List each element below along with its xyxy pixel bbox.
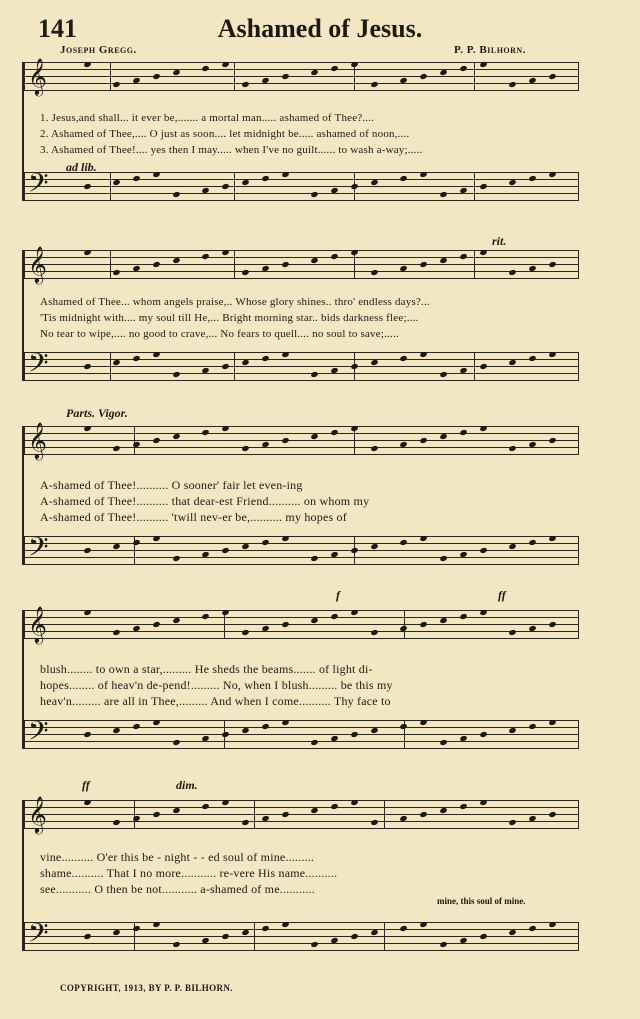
staff	[24, 716, 578, 752]
note-head-icon	[152, 351, 160, 358]
note-head-icon	[310, 739, 318, 746]
note-head-icon	[350, 183, 358, 190]
lyric-line: 'Tis midnight with.... my soul till He,... Bright morning star.. bids darkness flee;....	[40, 312, 419, 324]
note-head-icon	[459, 253, 467, 260]
note-head-icon	[281, 719, 289, 726]
note-head-icon	[548, 811, 556, 818]
note-head-icon	[172, 941, 180, 948]
note-head-icon	[459, 65, 467, 72]
note-head-icon	[310, 257, 318, 264]
note-head-icon	[172, 371, 180, 378]
note-head-icon	[310, 941, 318, 948]
note-head-icon	[201, 253, 209, 260]
note-head-icon	[221, 249, 229, 256]
note-head-icon	[350, 425, 358, 432]
lyric-line: hopes........ of heav'n de-pend!......... No, when I blush......... be this my	[40, 678, 393, 692]
note-head-icon	[508, 445, 516, 452]
note-head-icon	[350, 933, 358, 940]
note-head-icon	[83, 609, 91, 616]
note-head-icon	[310, 617, 318, 624]
note-head-icon	[152, 171, 160, 178]
note-head-icon	[241, 819, 249, 826]
note-head-icon	[479, 425, 487, 432]
note-head-icon	[241, 359, 249, 366]
note-head-icon	[548, 719, 556, 726]
note-head-icon	[370, 629, 378, 636]
lyric-line: vine.......... O'er this be - night - - ed soul of mine.........	[40, 850, 315, 864]
note-head-icon	[83, 363, 91, 370]
note-head-icon	[152, 621, 160, 628]
note-head-icon	[83, 799, 91, 806]
note-head-icon	[221, 799, 229, 806]
note-head-icon	[310, 807, 318, 814]
note-head-icon	[152, 261, 160, 268]
note-head-icon	[479, 731, 487, 738]
note-head-icon	[548, 621, 556, 628]
note-head-icon	[281, 171, 289, 178]
note-head-icon	[419, 437, 427, 444]
note-head-icon	[172, 555, 180, 562]
note-head-icon	[370, 179, 378, 186]
note-head-icon	[221, 425, 229, 432]
note-head-icon	[132, 175, 140, 182]
note-head-icon	[479, 609, 487, 616]
note-head-icon	[548, 351, 556, 358]
note-head-icon	[241, 179, 249, 186]
note-head-icon	[83, 547, 91, 554]
note-head-icon	[439, 941, 447, 948]
note-head-icon	[172, 739, 180, 746]
hymn-number: 141	[38, 14, 77, 43]
note-head-icon	[419, 921, 427, 928]
note-head-icon	[281, 261, 289, 268]
note-head-icon	[172, 191, 180, 198]
note-head-icon	[370, 269, 378, 276]
note-head-icon	[221, 731, 229, 738]
note-head-icon	[508, 629, 516, 636]
note-head-icon	[201, 613, 209, 620]
note-head-icon	[479, 183, 487, 190]
note-head-icon	[281, 73, 289, 80]
note-head-icon	[350, 249, 358, 256]
note-head-icon	[419, 621, 427, 628]
note-head-icon	[419, 719, 427, 726]
treble-clef-icon: 𝄞	[28, 58, 47, 94]
note-head-icon	[508, 359, 516, 366]
note-head-icon	[221, 61, 229, 68]
lyric-line: shame.......... That I no more........... re-vere His name..........	[40, 866, 338, 880]
bass-clef-icon: 𝄢	[28, 532, 49, 568]
staff	[24, 348, 578, 384]
note-head-icon	[261, 355, 269, 362]
note-head-icon	[459, 429, 467, 436]
note-head-icon	[281, 437, 289, 444]
note-head-icon	[479, 61, 487, 68]
note-head-icon	[152, 73, 160, 80]
note-head-icon	[439, 257, 447, 264]
staff	[24, 606, 578, 642]
fortissimo-marking-2: ff	[82, 778, 90, 792]
lyric-line: 2. Ashamed of Thee,.... O just as soon.... let midnight be..... ashamed of noon,....	[40, 128, 410, 140]
note-head-icon	[112, 819, 120, 826]
note-head-icon	[172, 257, 180, 264]
note-head-icon	[112, 81, 120, 88]
note-head-icon	[439, 807, 447, 814]
note-head-icon	[132, 723, 140, 730]
note-head-icon	[399, 355, 407, 362]
note-head-icon	[310, 555, 318, 562]
note-head-icon	[370, 929, 378, 936]
note-head-icon	[350, 547, 358, 554]
note-head-icon	[439, 739, 447, 746]
lyric-line: A-shamed of Thee!.......... 'twill nev-er be,.......... my hopes of	[40, 510, 347, 524]
note-head-icon	[370, 543, 378, 550]
note-head-icon	[419, 811, 427, 818]
note-head-icon	[419, 73, 427, 80]
note-head-icon	[350, 61, 358, 68]
note-head-icon	[83, 249, 91, 256]
forte-marking: f	[336, 588, 340, 602]
note-head-icon	[132, 539, 140, 546]
staff	[24, 918, 578, 954]
note-head-icon	[370, 359, 378, 366]
note-head-icon	[508, 929, 516, 936]
fortissimo-marking-1: ff	[498, 588, 506, 602]
note-head-icon	[172, 433, 180, 440]
note-head-icon	[548, 437, 556, 444]
note-head-icon	[528, 539, 536, 546]
note-head-icon	[112, 179, 120, 186]
lyric-line: 1. Jesus,and shall... it ever be,....... a mortal man..... ashamed of Thee?....	[40, 112, 375, 124]
note-head-icon	[241, 727, 249, 734]
lyric-line: A-shamed of Thee!.......... that dear-est Friend.......... on whom my	[40, 494, 370, 508]
note-head-icon	[439, 191, 447, 198]
note-head-icon	[350, 731, 358, 738]
note-head-icon	[281, 921, 289, 928]
system-brace	[22, 62, 24, 201]
note-head-icon	[330, 803, 338, 810]
staff	[24, 532, 578, 568]
note-head-icon	[221, 933, 229, 940]
note-head-icon	[479, 547, 487, 554]
system-brace	[22, 610, 24, 749]
note-head-icon	[508, 727, 516, 734]
note-head-icon	[310, 371, 318, 378]
note-head-icon	[508, 543, 516, 550]
parts-vigor-marking: Parts. Vigor.	[66, 406, 128, 420]
system-brace	[22, 800, 24, 951]
note-head-icon	[221, 609, 229, 616]
note-head-icon	[479, 249, 487, 256]
note-head-icon	[241, 929, 249, 936]
note-head-icon	[330, 65, 338, 72]
note-head-icon	[459, 803, 467, 810]
note-head-icon	[261, 723, 269, 730]
note-head-icon	[241, 445, 249, 452]
note-head-icon	[479, 933, 487, 940]
note-head-icon	[112, 269, 120, 276]
note-head-icon	[439, 617, 447, 624]
note-head-icon	[281, 811, 289, 818]
note-head-icon	[548, 171, 556, 178]
note-head-icon	[221, 363, 229, 370]
note-head-icon	[261, 175, 269, 182]
note-head-icon	[419, 535, 427, 542]
note-head-icon	[221, 547, 229, 554]
note-head-icon	[261, 925, 269, 932]
note-head-icon	[399, 925, 407, 932]
note-head-icon	[310, 69, 318, 76]
staff	[24, 796, 578, 832]
note-head-icon	[152, 921, 160, 928]
lyric-line: blush........ to own a star,......... He sheds the beams....... of light di-	[40, 662, 373, 676]
note-head-icon	[399, 723, 407, 730]
note-head-icon	[508, 269, 516, 276]
note-head-icon	[528, 175, 536, 182]
copyright-notice: COPYRIGHT, 1913, BY P. P. BILHORN.	[60, 983, 233, 993]
note-head-icon	[310, 433, 318, 440]
note-head-icon	[132, 355, 140, 362]
rit-marking: rit.	[492, 234, 507, 248]
alternate-lyric: mine, this soul of mine.	[437, 896, 526, 906]
bass-clef-icon: 𝄢	[28, 348, 49, 384]
note-head-icon	[439, 371, 447, 378]
note-head-icon	[419, 261, 427, 268]
note-head-icon	[548, 535, 556, 542]
lyric-line: heav'n......... are all in Thee,......... And when I come.......... Thy face to	[40, 694, 391, 708]
lyric-line: A-shamed of Thee!.......... O sooner' fair let even-ing	[40, 478, 303, 492]
note-head-icon	[281, 535, 289, 542]
note-head-icon	[528, 925, 536, 932]
note-head-icon	[548, 921, 556, 928]
lyric-line: 3. Ashamed of Thee!.... yes then I may..... when I've no guilt...... to wash a-way;.....	[40, 144, 423, 156]
note-head-icon	[83, 933, 91, 940]
note-head-icon	[172, 617, 180, 624]
note-head-icon	[370, 819, 378, 826]
note-head-icon	[83, 61, 91, 68]
note-head-icon	[350, 799, 358, 806]
note-head-icon	[350, 363, 358, 370]
note-head-icon	[419, 351, 427, 358]
note-head-icon	[370, 81, 378, 88]
note-head-icon	[241, 81, 249, 88]
note-head-icon	[83, 183, 91, 190]
note-head-icon	[172, 69, 180, 76]
hymn-title: Ashamed of Jesus.	[217, 14, 423, 43]
treble-clef-icon: 𝄞	[28, 796, 47, 832]
staff	[24, 58, 578, 94]
lyric-line: No tear to wipe,.... no good to crave,... No fears to quell.... no soul to save;.....	[40, 328, 399, 340]
note-head-icon	[241, 629, 249, 636]
note-head-icon	[132, 925, 140, 932]
note-head-icon	[152, 719, 160, 726]
note-head-icon	[261, 539, 269, 546]
note-head-icon	[112, 445, 120, 452]
note-head-icon	[172, 807, 180, 814]
note-head-icon	[152, 535, 160, 542]
note-head-icon	[112, 929, 120, 936]
note-head-icon	[221, 183, 229, 190]
note-head-icon	[310, 191, 318, 198]
note-head-icon	[112, 543, 120, 550]
bass-clef-icon: 𝄢	[28, 918, 49, 954]
note-head-icon	[330, 613, 338, 620]
note-head-icon	[548, 73, 556, 80]
treble-clef-icon: 𝄞	[28, 246, 47, 282]
note-head-icon	[152, 811, 160, 818]
note-head-icon	[459, 613, 467, 620]
note-head-icon	[201, 803, 209, 810]
note-head-icon	[83, 425, 91, 432]
note-head-icon	[548, 261, 556, 268]
note-head-icon	[508, 81, 516, 88]
ad-lib-marking: ad lib.	[66, 160, 97, 174]
note-head-icon	[479, 799, 487, 806]
note-head-icon	[112, 727, 120, 734]
note-head-icon	[479, 363, 487, 370]
treble-clef-icon: 𝄞	[28, 606, 47, 642]
note-head-icon	[528, 723, 536, 730]
system-brace	[22, 250, 24, 381]
treble-clef-icon: 𝄞	[28, 422, 47, 458]
note-head-icon	[399, 539, 407, 546]
staff	[24, 422, 578, 458]
note-head-icon	[281, 351, 289, 358]
note-head-icon	[508, 819, 516, 826]
note-head-icon	[152, 437, 160, 444]
staff	[24, 168, 578, 204]
note-head-icon	[528, 355, 536, 362]
system-brace	[22, 426, 24, 565]
lyric-line: Ashamed of Thee... whom angels praise,.. Whose glory shines.. thro' endless days?...	[40, 296, 430, 308]
note-head-icon	[419, 171, 427, 178]
note-head-icon	[399, 175, 407, 182]
note-head-icon	[350, 609, 358, 616]
bass-clef-icon: 𝄢	[28, 716, 49, 752]
note-head-icon	[330, 253, 338, 260]
note-head-icon	[439, 69, 447, 76]
lyric-line: see........... O then be not........... a-shamed of me...........	[40, 882, 315, 896]
bass-clef-icon: 𝄢	[28, 168, 49, 204]
note-head-icon	[112, 629, 120, 636]
note-head-icon	[508, 179, 516, 186]
note-head-icon	[370, 445, 378, 452]
note-head-icon	[241, 269, 249, 276]
note-head-icon	[201, 65, 209, 72]
staff	[24, 246, 578, 282]
note-head-icon	[83, 731, 91, 738]
note-head-icon	[370, 727, 378, 734]
note-head-icon	[439, 555, 447, 562]
note-head-icon	[112, 359, 120, 366]
note-head-icon	[439, 433, 447, 440]
note-head-icon	[281, 621, 289, 628]
diminuendo-marking: dim.	[176, 778, 198, 792]
note-head-icon	[330, 429, 338, 436]
note-head-icon	[201, 429, 209, 436]
composer: P. P. Bilhorn.	[454, 44, 526, 56]
note-head-icon	[241, 543, 249, 550]
lyricist: Joseph Gregg.	[60, 44, 137, 56]
